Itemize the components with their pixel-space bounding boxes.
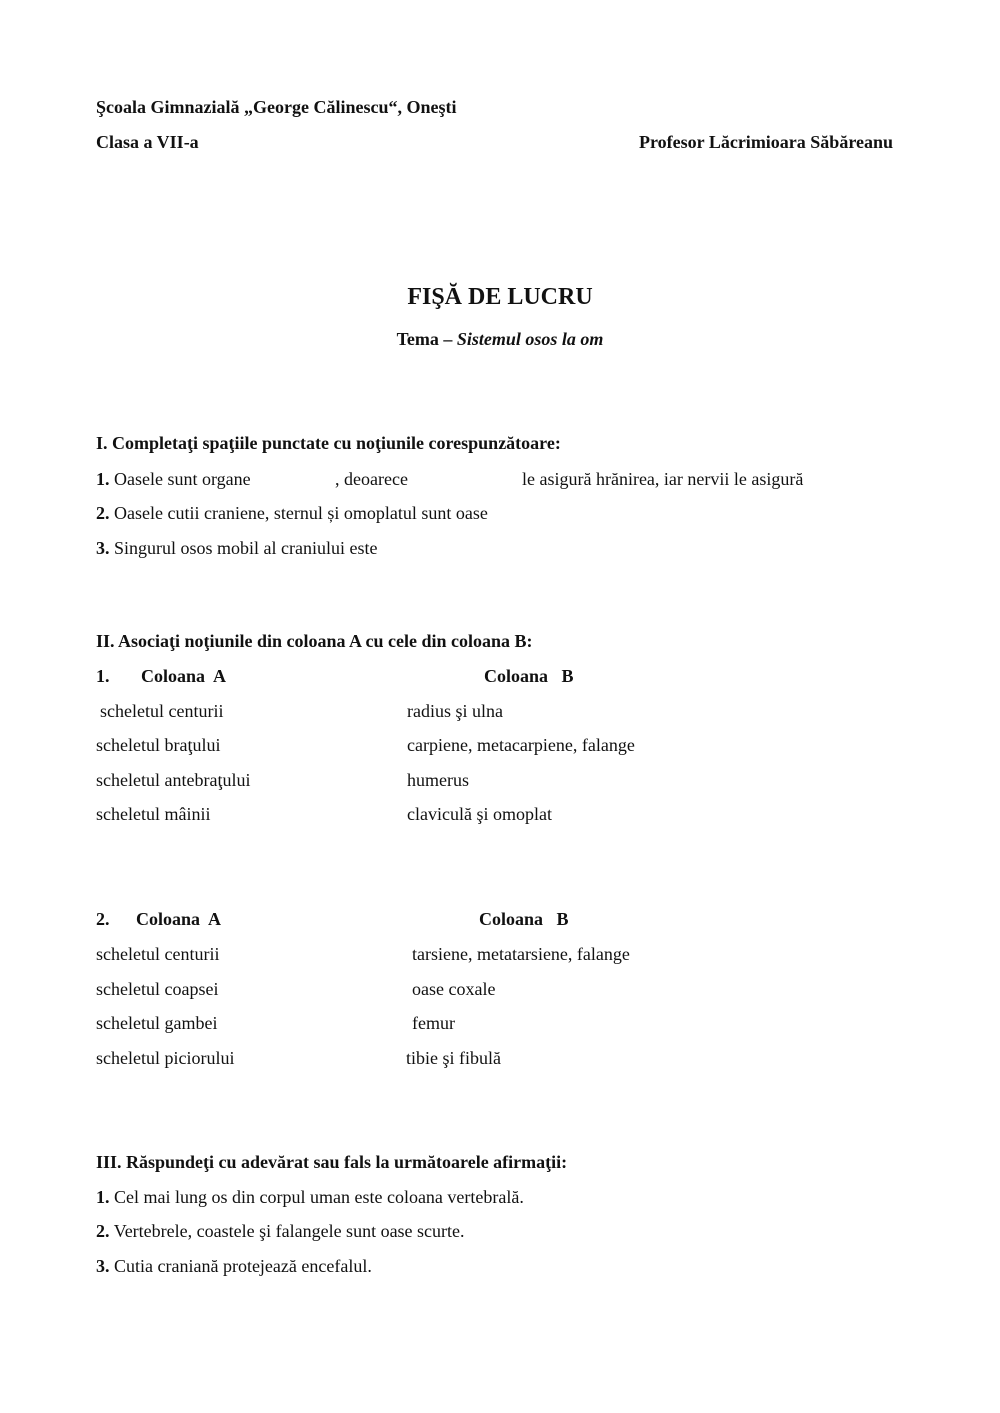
group-1-col-a-item: scheletul centurii [100,701,224,721]
theme-value: Sistemul osos la om [456,329,604,349]
group-2-col-a-item: scheletul gambei [96,1013,218,1033]
theme-line [0,330,1000,348]
group-2-col-b-item: femur [412,1013,455,1033]
group-2-col-a-item: scheletul centurii [96,944,220,964]
group-2-col-b-item: tibie şi fibulă [406,1048,501,1068]
group-1-col-b-item: carpiene, metacarpiene, falange [407,735,635,755]
s1-item-2-text: Oasele cutii craniene, sternul și omoplatul sunt oase [114,503,488,523]
group-2-col-a-header: Coloana A [136,909,222,929]
s1-item-3-num: 3. [96,538,110,558]
group-2-num: 2. [96,909,110,929]
section-3-heading: III. Răspundeţi cu adevărat sau fals la următoarele afirmaţii: [96,1152,568,1172]
s1-item-1-part-b: , deoarece [335,469,408,489]
school-name: Şcoala Gimnazială „George Călinescu“, Oneşti [96,97,457,117]
s3-item-3 [96,1257,372,1275]
s3-item-2 [96,1222,465,1240]
group-1-col-a-header: Coloana A [141,666,227,686]
s3-item-1 [96,1188,524,1206]
s3-item-1-text: Cel mai lung os din corpul uman este coloana vertebrală. [114,1187,524,1207]
s3-item-2-text: Vertebrele, coastele şi falangele sunt oase scurte. [113,1221,465,1241]
group-1-col-a-item: scheletul braţului [96,735,221,755]
group-1-col-a-item: scheletul antebraţului [96,770,251,790]
s1-item-1-num: 1. [96,469,110,489]
group-2-col-a-item: scheletul piciorului [96,1048,235,1068]
group-1-col-b-header: Coloana B [484,666,574,686]
class-label: Clasa a VII-a [96,132,199,152]
page-title: FIŞĂ DE LUCRU [407,284,593,310]
theme-label: Tema – [396,329,453,349]
group-2-col-b-header: Coloana B [479,909,569,929]
group-2-col-b-item: tarsiene, metatarsiene, falange [412,944,630,964]
s1-item-3 [96,539,377,557]
group-1-col-a-item: scheletul mâinii [96,804,211,824]
group-1-col-b-item: humerus [407,770,469,790]
group-2-col-b-item: oase coxale [412,979,496,999]
group-1-num: 1. [96,666,110,686]
section-1-heading: I. Completaţi spaţiile punctate cu noţiunile corespunzătoare: [96,433,561,453]
group-1-col-b-item: claviculă şi omoplat [407,804,552,824]
s3-item-3-num: 3. [96,1256,110,1276]
s3-item-3-text: Cutia craniană protejează encefalul. [114,1256,372,1276]
s3-item-1-num: 1. [96,1187,110,1207]
s1-item-1 [96,470,251,488]
group-2-col-a-item: scheletul coapsei [96,979,219,999]
s1-item-2-num: 2. [96,503,110,523]
s3-item-2-num: 2. [96,1221,110,1241]
s1-item-1-part-a: Oasele sunt organe [114,469,251,489]
group-1-col-b-item: radius şi ulna [407,701,503,721]
s1-item-3-text: Singurul osos mobil al craniului este [114,538,378,558]
section-2-heading: II. Asociaţi noţiunile din coloana A cu cele din coloana B: [96,631,533,651]
s1-item-2 [96,504,488,522]
teacher-name: Profesor Lăcrimioara Săbăreanu [639,132,893,152]
s1-item-1-part-c: le asigură hrănirea, iar nervii le asigură [522,469,804,489]
